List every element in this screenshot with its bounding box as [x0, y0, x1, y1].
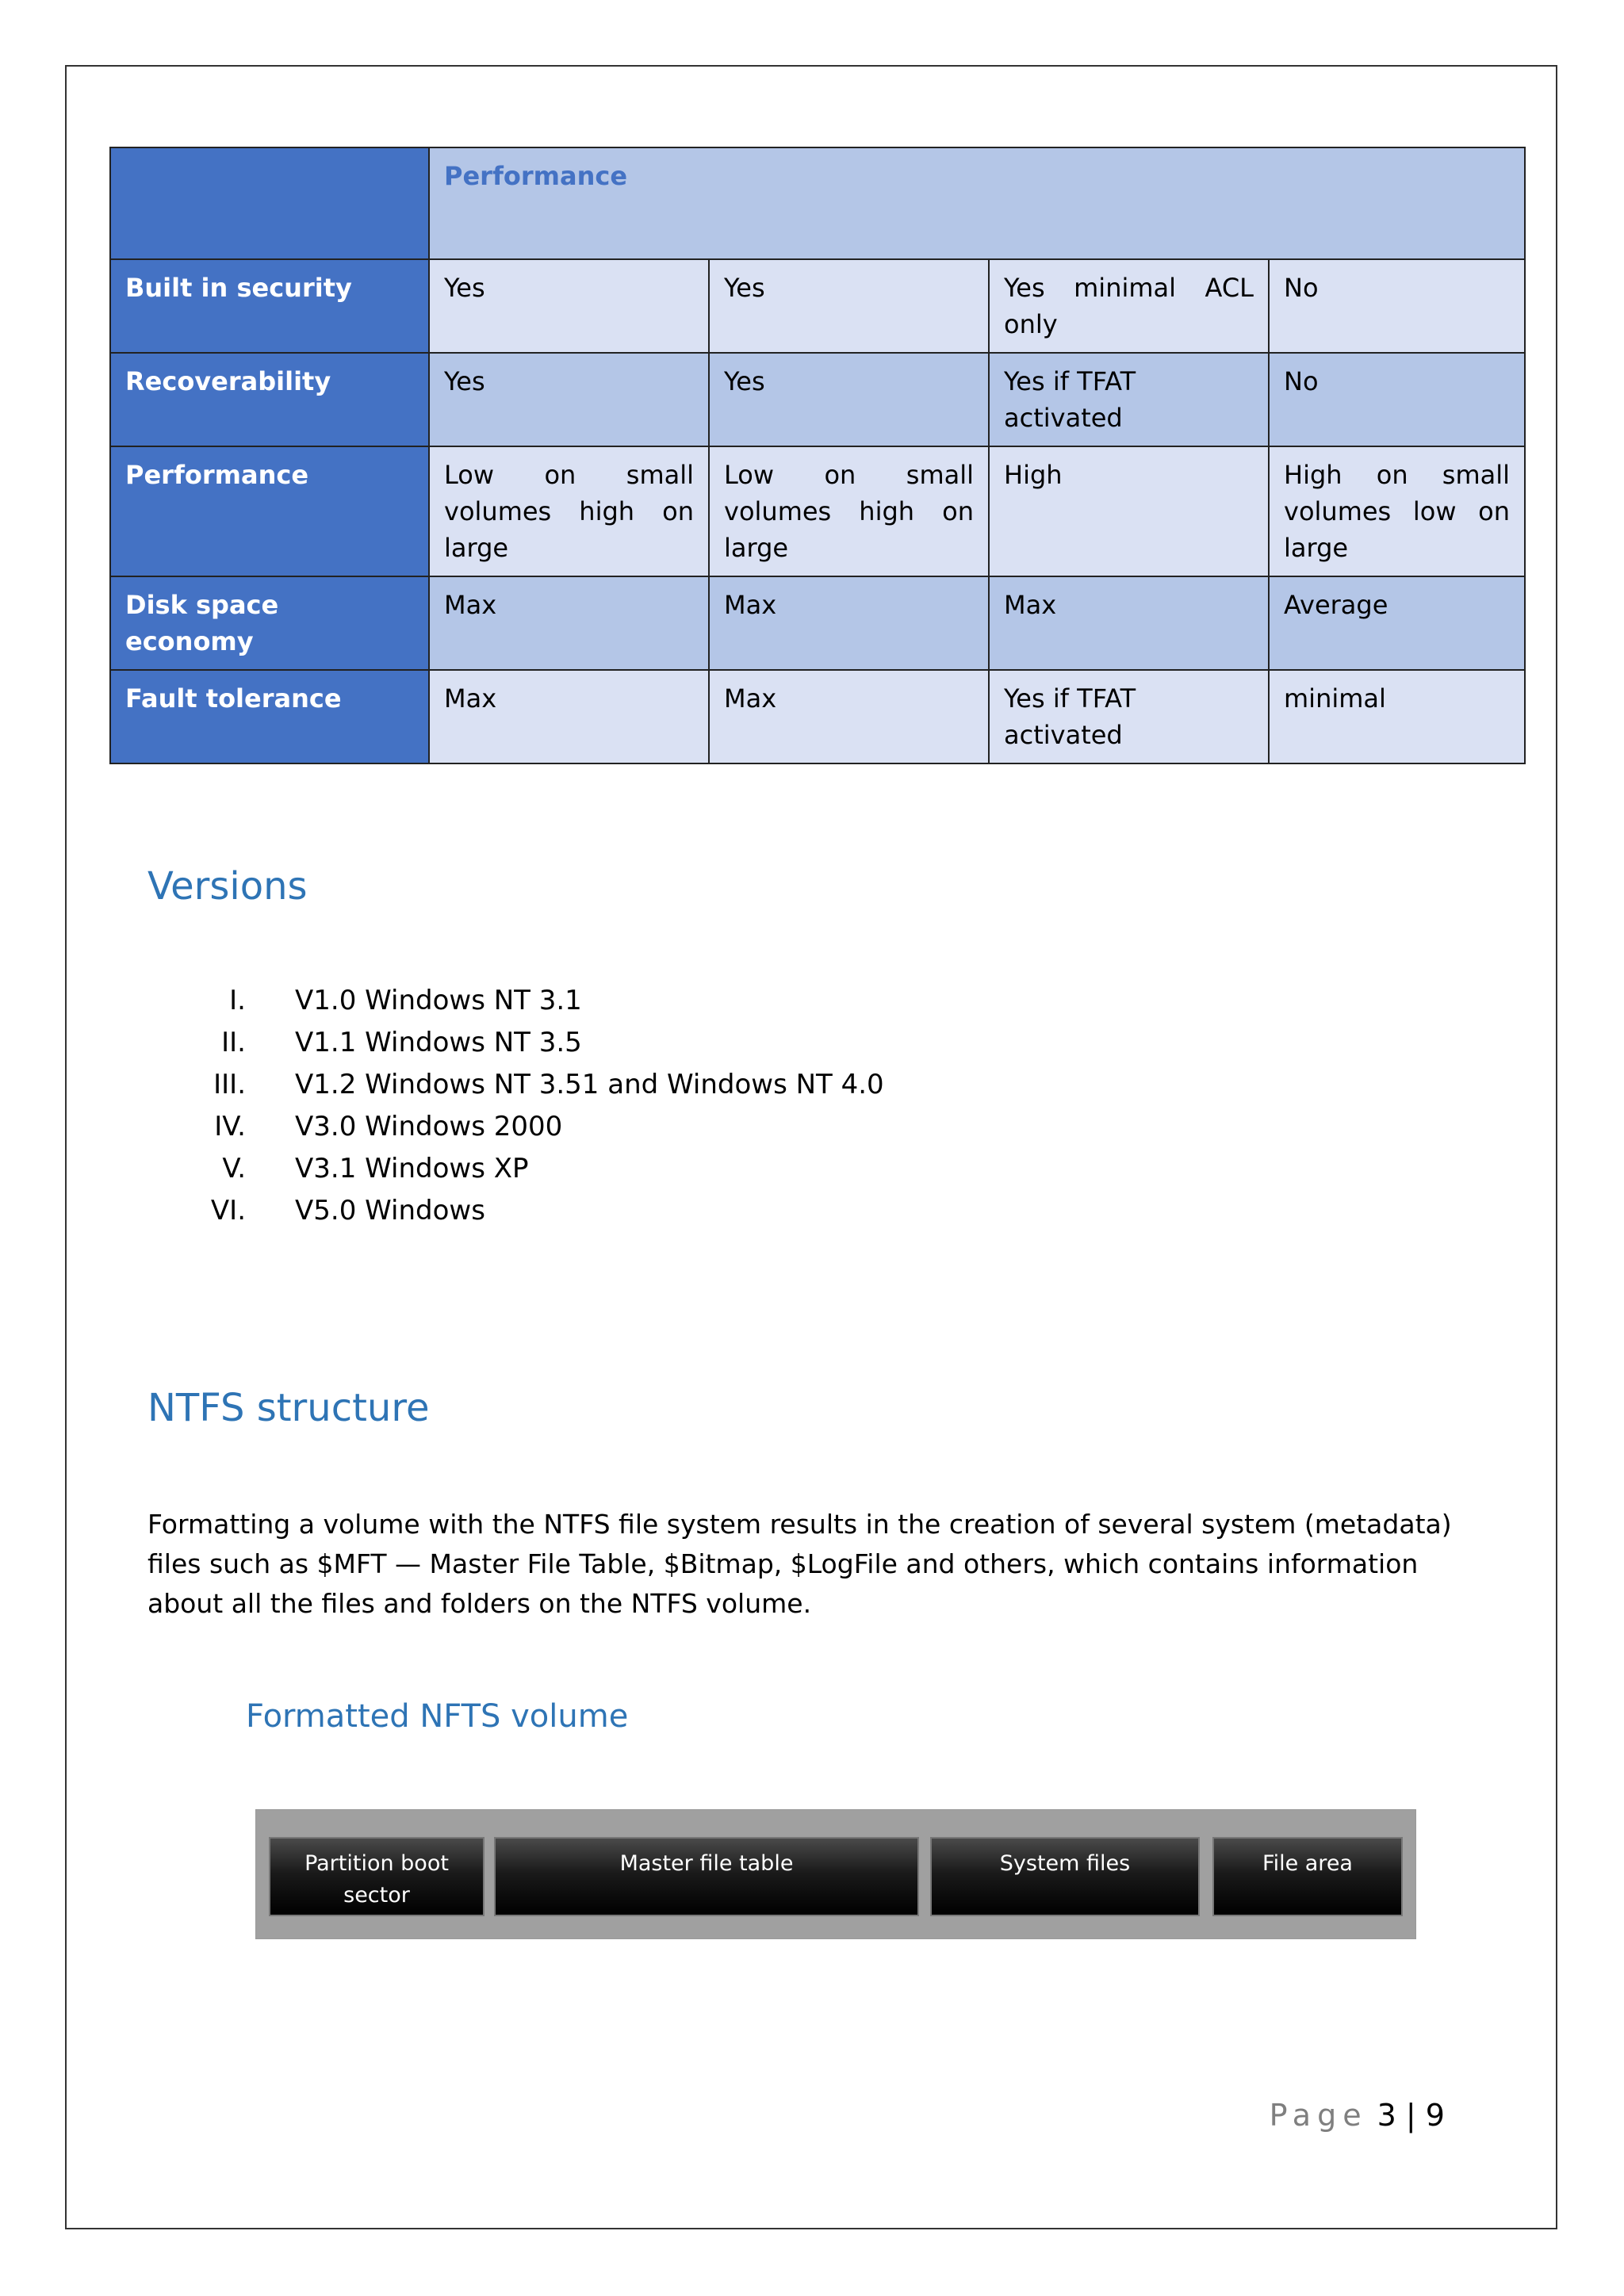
- table-cell: Yes: [429, 353, 709, 446]
- table-corner-cell: [110, 147, 429, 259]
- list-text: V3.1 Windows XP: [295, 1153, 529, 1184]
- table-cell: Max: [709, 670, 989, 763]
- list-number: II.: [221, 1027, 246, 1058]
- system-files-block: System files: [930, 1837, 1200, 1916]
- master-file-table-block: Master file table: [494, 1837, 919, 1916]
- ntfs-structure-heading: NTFS structure: [147, 1386, 430, 1430]
- table-row: [110, 670, 1525, 763]
- table-cell: Yes: [429, 259, 709, 353]
- table-cell: Max: [429, 670, 709, 763]
- table-row: [110, 353, 1525, 446]
- table-cell: No: [1269, 353, 1525, 446]
- row-label: Built in security: [110, 259, 429, 353]
- ntfs-volume-diagram: [255, 1809, 1416, 1939]
- versions-heading: Versions: [147, 864, 308, 909]
- table-cell: Low on small volumes high on large: [429, 446, 709, 576]
- partition-boot-sector-block: Partition boot sector: [269, 1837, 485, 1916]
- row-label: Performance: [110, 446, 429, 576]
- row-label: Disk space economy: [110, 576, 429, 670]
- table-row: [110, 259, 1525, 353]
- table-cell: Max: [709, 576, 989, 670]
- table-cell: Yes: [709, 259, 989, 353]
- comparison-table: [109, 147, 1526, 764]
- list-item: [174, 1064, 884, 1106]
- table-cell: No: [1269, 259, 1525, 353]
- volume-subheading: Formatted NFTS volume: [246, 1698, 629, 1735]
- list-number: III.: [213, 1069, 246, 1100]
- list-text: V3.0 Windows 2000: [295, 1111, 563, 1142]
- table-cell: Yes if TFAT activated: [989, 670, 1269, 763]
- page-footer: [1270, 2098, 1445, 2133]
- list-item: [174, 1190, 884, 1232]
- versions-list: [174, 980, 884, 1232]
- list-number: IV.: [214, 1111, 246, 1142]
- table-cell: minimal: [1269, 670, 1525, 763]
- list-number: VI.: [210, 1195, 246, 1226]
- list-item: [174, 1148, 884, 1190]
- table-cell: High on small volumes low on large: [1269, 446, 1525, 576]
- table-row: [110, 446, 1525, 576]
- list-text: V1.1 Windows NT 3.5: [295, 1027, 582, 1058]
- list-text: V5.0 Windows: [295, 1195, 485, 1226]
- row-label: Fault tolerance: [110, 670, 429, 763]
- list-item: [174, 1022, 884, 1064]
- list-item: [174, 1106, 884, 1148]
- table-cell: Low on small volumes high on large: [709, 446, 989, 576]
- list-item: [174, 980, 884, 1022]
- table-cell: Max: [429, 576, 709, 670]
- list-number: V.: [222, 1153, 246, 1184]
- table-cell: Yes: [709, 353, 989, 446]
- table-cell: Yes minimal ACL only: [989, 259, 1269, 353]
- list-text: V1.0 Windows NT 3.1: [295, 985, 582, 1016]
- list-text: V1.2 Windows NT 3.51 and Windows NT 4.0: [295, 1069, 884, 1100]
- ntfs-body-paragraph: Formatting a volume with the NTFS file system results in the creation of several system (metadata) files such as $MFT — Master File Table, $Bitmap, $LogFile and others, which contains information about all the files and folders on the NTFS volume.: [147, 1509, 1452, 1619]
- list-number: I.: [229, 985, 246, 1016]
- table-header-performance: Performance: [429, 147, 1525, 259]
- table-cell: High: [989, 446, 1269, 576]
- row-label: Recoverability: [110, 353, 429, 446]
- table-row: [110, 576, 1525, 670]
- table-cell: Average: [1269, 576, 1525, 670]
- table-cell: Max: [989, 576, 1269, 670]
- file-area-block: File area: [1212, 1837, 1403, 1916]
- page-number: 3 | 9: [1377, 2098, 1445, 2133]
- table-cell: Yes if TFAT activated: [989, 353, 1269, 446]
- page-label: Page: [1269, 2098, 1368, 2133]
